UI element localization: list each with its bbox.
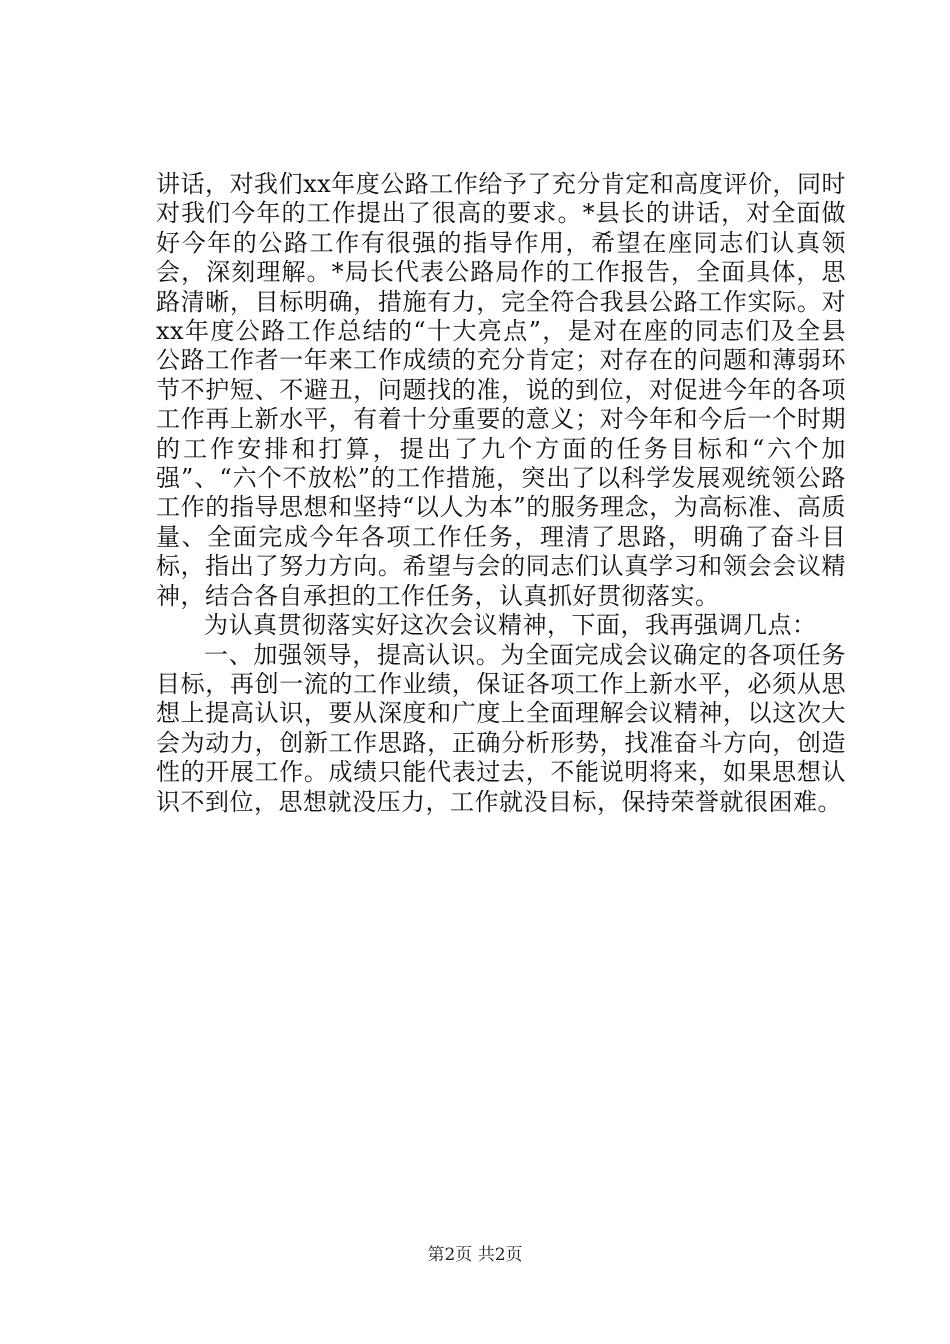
document-body [156, 170, 846, 817]
body-paragraph-point-one: 一、加强领导，提高认识。为全面完成会议确定的各项任务目标，再创一流的工作业绩，保证各项工作上新水平，必须从思想上提高认识，要从深度和广度上全面理解会议精神，以这次大会为动力，创新工作思路，正确分析形势，找准奋斗方向，创造性的开展工作。成绩只能代表过去，不能说明将来，如果思想认识不到位，思想就没压力，工作就没目标，保持荣誉就很困难。 [156, 640, 846, 816]
page-number-footer: 第2页 共2页 [427, 1245, 523, 1265]
body-paragraph-intro: 为认真贯彻落实好这次会议精神，下面，我再强调几点： [204, 611, 817, 640]
body-paragraph-continuation: 讲话，对我们xx年度公路工作给予了充分肯定和高度评价，同时对我们今年的工作提出了很高的要求。*县长的讲话，对全面做好今年的公路工作有很强的指导作用，希望在座同志们认真领会，深刻理解。*局长代表公路局作的工作报告，全面具体，思路清晰，目标明确，措施有力，完全符合我县公路工作实际。对xx年度公路工作总结的“十大亮点”，是对在座的同志们及全县公路工作者一年来工作成绩的充分肯定；对存在的问题和薄弱环节不护短、不避丑，问题找的准，说的到位，对促进今年的各项工作再上新水平，有着十分重要的意义；对今年和今后一个时期的工作安排和打算，提出了九个方面的任务目标和“六个加强”、“六个不放松”的工作措施，突出了以科学发展观统领公路工作的指导思想和坚持“以人为本”的服务理念，为高标准、高质量、全面完成今年各项工作任务，理清了思路，明确了奋斗目标，指出了努力方向。希望与会的同志们认真学习和领会会议精神，结合各自承担的工作任务，认真抓好贯彻落实。 [156, 170, 846, 610]
